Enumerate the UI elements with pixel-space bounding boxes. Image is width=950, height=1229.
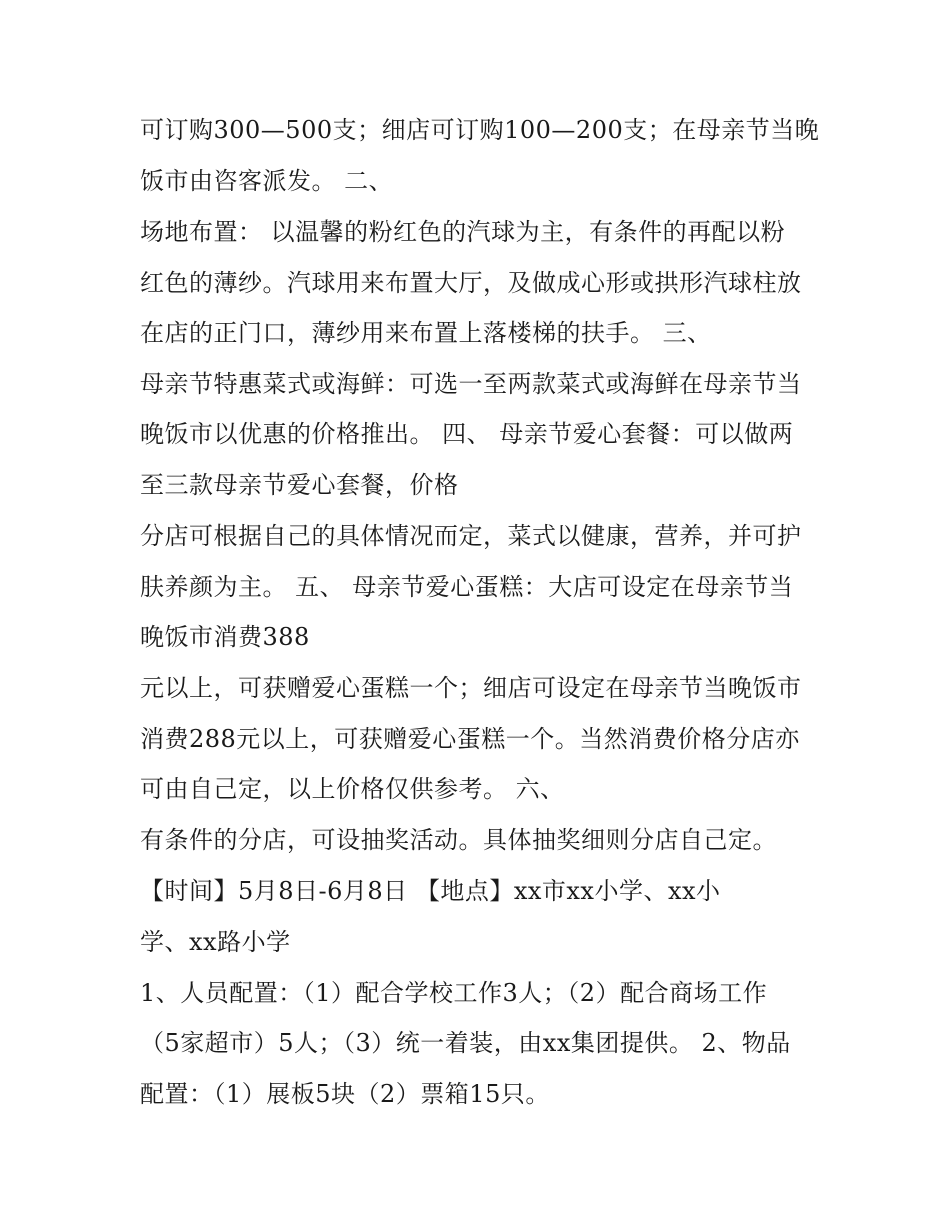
text-line: （5家超市）5人；（3）统一着装，由xx集团提供。 2、物品 [140,1029,791,1057]
text-line: 分店可根据自己的具体情况而定，菜式以健康，营养，并可护 [140,522,802,550]
text-line: 配置：（1）展板5块（2）票箱15只。 [140,1080,550,1108]
text-line: 元以上，可获赠爱心蛋糕一个；细店可设定在母亲节当晚饭市 [140,674,802,702]
text-line: 1、人员配置：（1）配合学校工作3人；（2）配合商场工作 [140,979,768,1007]
text-line: 有条件的分店，可设抽奖活动。具体抽奖细则分店自己定。 [140,826,777,854]
text-line: 消费288元以上，可获赠爱心蛋糕一个。当然消费价格分店亦 [140,725,800,753]
text-line: 至三款母亲节爱心套餐，价格 [140,471,459,499]
text-line: 可订购300—500支；细店可订购100—200支；在母亲节当晚 [140,116,820,144]
text-line: 饭市由咨客派发。 二、 [140,167,394,195]
text-line: 可由自己定，以上价格仅供参考。 六、 [140,775,565,803]
text-line: 晚饭市消费388 [140,623,310,651]
text-line: 学、xx路小学 [140,928,291,956]
text-line: 【时间】5月8日-6月8日 【地点】xx市xx小学、xx小 [140,877,721,905]
text-line: 在店的正门口，薄纱用来布置上落楼梯的扶手。 三、 [140,319,712,347]
text-line: 场地布置： 以温馨的粉红色的汽球为主，有条件的再配以粉 [140,218,786,246]
text-line: 母亲节特惠菜式或海鲜：可选一至两款菜式或海鲜在母亲节当 [140,370,802,398]
text-line: 肤养颜为主。 五、 母亲节爱心蛋糕：大店可设定在母亲节当 [140,573,794,601]
text-line: 红色的薄纱。汽球用来布置大厅，及做成心形或拱形汽球柱放 [140,269,802,297]
text-line: 晚饭市以优惠的价格推出。 四、 母亲节爱心套餐：可以做两 [140,420,794,448]
